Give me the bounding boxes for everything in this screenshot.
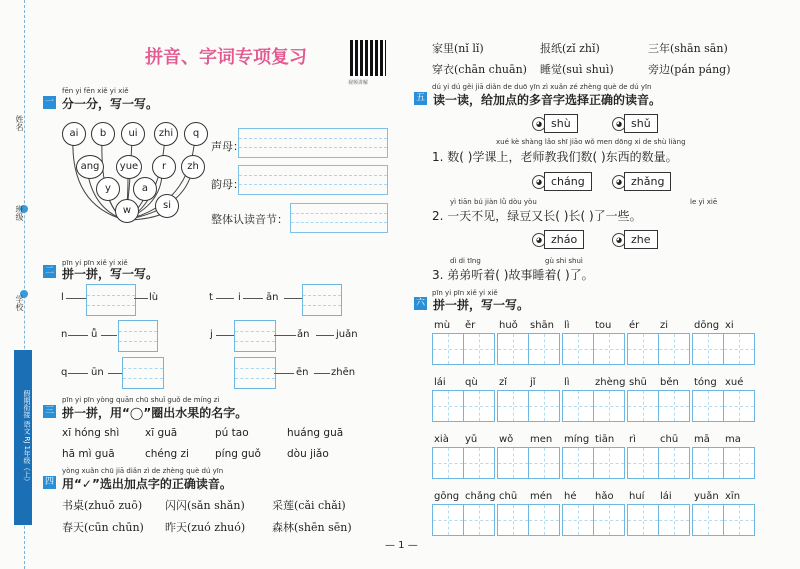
- letter-bubble: y: [96, 177, 120, 201]
- q2-sentence: 2. 一天不见，绿豆又长( )长( )了一些。: [432, 209, 642, 223]
- writing-grid-cell[interactable]: [497, 447, 529, 479]
- grid-pinyin: tóng: [694, 377, 717, 388]
- s3-number: 三: [44, 406, 54, 416]
- s2-pinyin: pīn yi pīn xiě yi xiě: [62, 259, 128, 267]
- writing-grid-cell[interactable]: [562, 333, 594, 365]
- grid-pinyin: gōng: [434, 491, 460, 502]
- writing-grid-cell[interactable]: [463, 333, 495, 365]
- grid-pinyin: jǐ: [530, 377, 536, 388]
- reading-option[interactable]: zhe: [624, 230, 658, 249]
- grid-pinyin: xià: [434, 434, 449, 445]
- s2-syllable: zhēn: [331, 367, 356, 378]
- q3-sentence: 3. 弟弟听着( )故事睡着( )了。: [432, 268, 594, 282]
- grid-pinyin: men: [530, 434, 553, 445]
- reading-choice[interactable]: 森林(shēn sēn): [272, 521, 352, 534]
- s2-syllable: ǎn: [297, 329, 310, 340]
- grid-pinyin: ér: [629, 320, 640, 331]
- grid-pinyin: yuǎn: [694, 491, 719, 502]
- writing-grid-cell[interactable]: [593, 333, 625, 365]
- writing-grid-cell[interactable]: [528, 390, 560, 422]
- writing-grid-cell[interactable]: [497, 390, 529, 422]
- writing-grid-cell[interactable]: [658, 447, 690, 479]
- grid-pinyin: xi: [725, 320, 734, 331]
- grid-pinyin: wǒ: [499, 434, 514, 445]
- s2-syllable: ǚ: [91, 329, 98, 340]
- letter-bubble: a: [133, 177, 157, 201]
- finals-label: 韵母：: [211, 178, 244, 191]
- bird-icon: ◕: [532, 233, 546, 247]
- grid-pinyin: huí: [629, 491, 645, 502]
- s2-title: 拼一拼，写一写。: [62, 267, 159, 281]
- writing-grid-cell[interactable]: [627, 447, 659, 479]
- letter-bubble: yue: [116, 155, 142, 179]
- grid-pinyin: mén: [530, 491, 553, 502]
- grid-pinyin: lì: [564, 320, 570, 331]
- bird-icon: ◕: [612, 117, 626, 131]
- fruit-option[interactable]: hā mì guā: [62, 448, 115, 460]
- whole-syllable-answer-box[interactable]: [290, 203, 388, 233]
- reading-option[interactable]: shù: [544, 114, 578, 133]
- s2-syllable: juǎn: [336, 329, 358, 340]
- writing-grid-cell[interactable]: [562, 447, 594, 479]
- reading-choice[interactable]: 睡觉(suì shuì): [540, 63, 614, 76]
- s2-syllable: ūn: [91, 367, 104, 378]
- reading-option[interactable]: shǔ: [624, 114, 658, 133]
- writing-grid-cell[interactable]: [658, 390, 690, 422]
- reading-choice[interactable]: 穿衣(chān chuān): [432, 63, 527, 76]
- s2-syllable: q: [61, 367, 68, 378]
- reading-option[interactable]: cháng: [544, 172, 592, 191]
- letter-bubble: b: [91, 122, 115, 146]
- fruit-option[interactable]: xī hóng shì: [62, 427, 120, 439]
- grid-pinyin: chū: [499, 491, 518, 502]
- finals-answer-box[interactable]: [238, 165, 388, 195]
- letter-bubble: zhi: [154, 122, 178, 146]
- letter-bubble: ai: [62, 122, 86, 146]
- s2-answer-box[interactable]: [302, 284, 342, 316]
- s2-syllable: ān: [266, 292, 279, 303]
- grid-pinyin: lái: [434, 377, 446, 388]
- writing-grid-cell[interactable]: [723, 390, 755, 422]
- s2-answer-box[interactable]: [234, 357, 276, 389]
- q3-pinyin-mid: gù shi shuì: [545, 257, 583, 265]
- writing-grid-cell[interactable]: [593, 447, 625, 479]
- initials-label: 声母：: [211, 140, 244, 153]
- fruit-option[interactable]: dòu jiǎo: [287, 448, 329, 460]
- reading-choice[interactable]: 春天(cūn chūn): [62, 521, 144, 534]
- writing-grid-cell[interactable]: [463, 504, 495, 536]
- letter-bubble: r: [152, 155, 176, 179]
- grid-pinyin: ma: [725, 434, 741, 445]
- writing-grid-cell[interactable]: [627, 390, 659, 422]
- letter-bubble: ang: [76, 155, 104, 179]
- reading-choice[interactable]: 旁边(pán páng): [648, 63, 731, 76]
- s3-pinyin: pīn yi pīn yòng quān chū shuǐ guǒ de míng zi: [62, 396, 220, 404]
- grid-pinyin: tou: [595, 320, 612, 331]
- writing-grid-cell[interactable]: [432, 447, 464, 479]
- class-label: 班级: [15, 205, 24, 221]
- writing-grid-cell[interactable]: [627, 504, 659, 536]
- reading-choice[interactable]: 闪闪(sǎn shǎn): [165, 499, 245, 512]
- s1-title: 分一分，写一写。: [62, 97, 159, 111]
- writing-grid-cell[interactable]: [723, 333, 755, 365]
- name-label: 姓名: [15, 115, 24, 131]
- page-title: 拼音、字词专项复习: [145, 47, 307, 68]
- grid-pinyin: zi: [660, 320, 669, 331]
- s1-number: 一: [44, 97, 54, 107]
- writing-grid-cell[interactable]: [627, 333, 659, 365]
- s6-pinyin: pīn yi pīn xiě yi xiě: [432, 289, 498, 297]
- writing-grid-cell[interactable]: [692, 333, 724, 365]
- writing-grid-cell[interactable]: [658, 333, 690, 365]
- q1-sentence: 1. 数( )学课上，老师教我们数( )东西的数量。: [432, 150, 678, 164]
- fruit-option[interactable]: huáng guā: [287, 427, 344, 439]
- s5-pinyin: dú yi dú gěi jiā diǎn de duō yīn zì xuǎn zé zhèng què de dú yīn: [432, 83, 652, 91]
- letter-bubble: w: [115, 199, 139, 223]
- s2-syllable: t: [209, 292, 213, 303]
- writing-grid-cell[interactable]: [692, 390, 724, 422]
- s6-title: 拼一拼，写一写。: [433, 298, 530, 312]
- s2-answer-box[interactable]: [122, 357, 164, 389]
- s2-answer-box[interactable]: [118, 320, 158, 352]
- writing-grid-cell[interactable]: [463, 447, 495, 479]
- book-banner: 假期衔接 语文 RJ 1年级（上）: [14, 350, 32, 525]
- writing-grid-cell[interactable]: [723, 447, 755, 479]
- grid-pinyin: tiān: [595, 434, 615, 445]
- writing-grid-cell[interactable]: [723, 504, 755, 536]
- s4-pinyin: yòng xuǎn chū jiā diǎn zì de zhèng què dú yīn: [62, 467, 224, 475]
- grid-pinyin: xué: [725, 377, 744, 388]
- bird-icon: ◕: [612, 233, 626, 247]
- writing-grid-cell[interactable]: [432, 333, 464, 365]
- qr-label: 视频讲解: [348, 80, 369, 86]
- fruit-option[interactable]: pú tao: [215, 427, 249, 439]
- writing-grid-cell[interactable]: [593, 390, 625, 422]
- writing-grid-cell[interactable]: [432, 390, 464, 422]
- s2-number: 二: [44, 266, 54, 276]
- page-number: — 1 —: [385, 540, 418, 551]
- initials-answer-box[interactable]: [238, 128, 388, 158]
- q3-pinyin: dì di tīng: [450, 257, 481, 265]
- letter-bubble: q: [184, 122, 208, 146]
- s2-syllable: l: [61, 292, 64, 303]
- grid-pinyin: míng: [564, 434, 590, 445]
- fruit-option[interactable]: chéng zi: [145, 448, 189, 460]
- grid-pinyin: mù: [434, 320, 451, 331]
- grid-pinyin: běn: [660, 377, 679, 388]
- s2-answer-box[interactable]: [234, 320, 276, 352]
- fruit-option[interactable]: xī guā: [145, 427, 178, 439]
- s2-syllable: lù: [149, 292, 159, 303]
- grid-pinyin: lái: [660, 491, 672, 502]
- s4-title: 用“✓”选出加点字的正确读音。: [62, 477, 232, 491]
- reading-choice[interactable]: 三年(shān sān): [648, 42, 728, 55]
- writing-grid-cell[interactable]: [528, 504, 560, 536]
- writing-grid-cell[interactable]: [497, 333, 529, 365]
- grid-pinyin: rì: [629, 434, 636, 445]
- bird-icon: ◕: [532, 175, 546, 189]
- reading-choice[interactable]: 报纸(zǐ zhǐ): [540, 42, 600, 55]
- s3-title: 拼一拼，用“◯”圈出水果的名字。: [62, 406, 248, 420]
- writing-grid-cell[interactable]: [528, 333, 560, 365]
- grid-pinyin: chǎng: [465, 491, 496, 502]
- grid-pinyin: mā: [694, 434, 710, 445]
- letter-bubble: zh: [181, 155, 205, 179]
- grid-pinyin: qù: [465, 377, 478, 388]
- writing-grid-cell[interactable]: [658, 504, 690, 536]
- letter-bubble: ui: [121, 122, 145, 146]
- s2-answer-box[interactable]: [86, 284, 136, 316]
- grid-pinyin: zhèng: [595, 377, 626, 388]
- writing-grid-cell[interactable]: [432, 504, 464, 536]
- s4-number: 四: [44, 477, 54, 487]
- reading-choice[interactable]: 采莲(cǎi chǎi): [272, 499, 346, 512]
- writing-grid-cell[interactable]: [692, 447, 724, 479]
- reading-option[interactable]: zhǎng: [624, 172, 671, 191]
- s6-number: 六: [415, 298, 425, 308]
- s2-syllable: j: [210, 329, 213, 340]
- s5-number: 五: [415, 93, 425, 103]
- reading-choice[interactable]: 家里(nǐ lǐ): [432, 42, 484, 55]
- grid-pinyin: hé: [564, 491, 577, 502]
- s2-syllable: i: [238, 292, 241, 303]
- writing-grid-cell[interactable]: [593, 504, 625, 536]
- s5-title: 读一读，给加点的多音字选择正确的读音。: [433, 93, 662, 107]
- bird-icon: ◕: [612, 175, 626, 189]
- s1-pinyin: fēn yi fēn xiě yi xiě: [62, 87, 129, 95]
- grid-pinyin: dōng: [694, 320, 720, 331]
- writing-grid-cell[interactable]: [497, 504, 529, 536]
- grid-pinyin: huǒ: [499, 320, 518, 331]
- grid-pinyin: ěr: [465, 320, 476, 331]
- q2-pinyin-end: le yì xiē: [690, 198, 718, 206]
- reading-choice[interactable]: 昨天(zuó zhuó): [165, 521, 246, 534]
- grid-pinyin: hǎo: [595, 491, 614, 502]
- letter-bubble: si: [155, 194, 179, 218]
- grid-pinyin: shān: [530, 320, 555, 331]
- writing-grid-cell[interactable]: [463, 390, 495, 422]
- q1-pinyin: xué kè shàng lǎo shī jiāo wǒ men dōng xi de shù liàng: [496, 138, 686, 146]
- writing-grid-cell[interactable]: [528, 447, 560, 479]
- writing-grid-cell[interactable]: [562, 390, 594, 422]
- grid-pinyin: zǐ: [499, 377, 508, 388]
- s2-syllable: ēn: [296, 367, 309, 378]
- reading-choice[interactable]: 书桌(zhuō zuō): [62, 499, 143, 512]
- grid-pinyin: yǔ: [465, 434, 478, 445]
- reading-option[interactable]: zháo: [544, 230, 584, 249]
- qr-code[interactable]: [350, 40, 386, 76]
- q2-pinyin: yì tiān bú jiàn lǜ dòu yòu: [450, 198, 537, 206]
- grid-pinyin: shū: [629, 377, 647, 388]
- grid-pinyin: lì: [564, 377, 570, 388]
- whole-syllable-label: 整体认读音节：: [211, 213, 288, 226]
- grid-pinyin: xīn: [725, 491, 741, 502]
- s2-syllable: n: [61, 329, 68, 340]
- writing-grid-cell[interactable]: [692, 504, 724, 536]
- grid-pinyin: chū: [660, 434, 679, 445]
- school-label: 学校: [15, 295, 24, 311]
- fruit-option[interactable]: píng guǒ: [215, 448, 261, 460]
- bird-icon: ◕: [532, 117, 546, 131]
- writing-grid-cell[interactable]: [562, 504, 594, 536]
